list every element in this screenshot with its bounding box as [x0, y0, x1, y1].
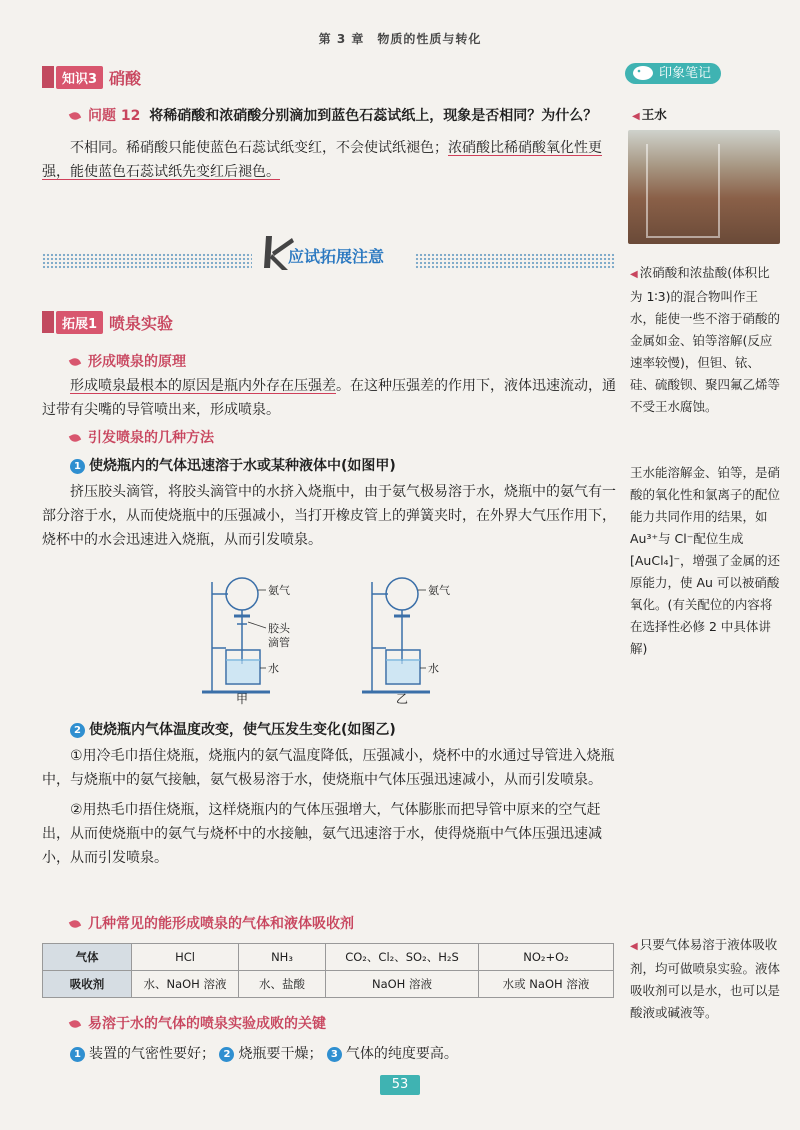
- key-head: 易溶于水的气体的喷泉实验成败的关键: [88, 1016, 326, 1032]
- methods-head: 引发喷泉的几种方法: [88, 430, 214, 446]
- sidebar-title: 印象笔记: [625, 63, 721, 84]
- table-head: 几种常见的能形成喷泉的气体和液体吸收剂: [70, 912, 354, 936]
- sidebar-note-2: 王水能溶解金、铂等，是硝酸的氧化性和氯离子的配位能力共同作用的结果，如 Au³⁺与 Cl⁻配位生成[AuCl₄]⁻，增强了金属的还原能力，使 Au 可以被硝酸氧化。(有关配位的内容将在选择性必修 2 中具体讲解): [630, 465, 781, 656]
- number-circle: 2: [219, 1047, 234, 1062]
- answer-plain: 不相同。稀硝酸只能使蓝色石蕊试纸变红，不会使试纸褪色；: [70, 140, 448, 156]
- leaf-icon: [69, 1018, 81, 1029]
- key-item: 烧瓶要干燥；: [238, 1046, 323, 1062]
- fountain-figure: [200, 572, 480, 707]
- sidebar-header: [625, 62, 721, 81]
- label-water-a: 水: [268, 662, 279, 675]
- question-block: [42, 104, 618, 184]
- banner-dots-right: [415, 253, 615, 269]
- banner: [258, 234, 408, 274]
- aqua-regia-photo: [628, 130, 780, 244]
- method1-text: 挤压胶头滴管，将胶头滴管中的水挤入烧瓶中，由于氨气极易溶于水，烧瓶中的氨气有一部分溶于水，从而使烧瓶中的压强减小，当打开橡皮管上的弹簧夹时，在外界大气压作用下，烧杯中的水会迅速进入烧瓶，从而引发喷泉。: [42, 484, 616, 548]
- answer-underlined: 浓硝酸比稀硝酸氧化性更强，能使蓝色石蕊试纸先变红后褪色。: [42, 140, 602, 180]
- label-dropper-2: 滴管: [268, 636, 290, 649]
- section-title: 喷泉实验: [109, 313, 174, 333]
- method2-para2: ②用热毛巾捂住烧瓶，这样烧瓶内的气体压强增大，气体膨胀而把导管中原来的空气赶出，从而使烧瓶中的氨气与烧杯中的水接触，氨气迅速溶于水，使得烧瓶中气体压强迅速减小，从而引发喷泉。: [42, 802, 602, 866]
- banner-dots-left: [42, 253, 252, 269]
- number-circle: 3: [327, 1047, 342, 1062]
- key-item: 气体的纯度要高。: [345, 1046, 458, 1062]
- leaf-icon: [69, 356, 81, 367]
- banner-title: 应试拓展注意: [288, 247, 385, 266]
- method2-title: 使烧瓶内气体温度改变，使气压发生变化(如图乙): [89, 722, 396, 738]
- chapter-header: 第 3 章 物质的性质与转化: [318, 32, 482, 46]
- principle-block: [42, 350, 618, 552]
- caption-b: 乙: [396, 692, 409, 706]
- sidebar-note-3: ◀ 只要气体易溶于液体吸收剂，均可做喷泉实验。液体吸收剂可以是水，也可以是酸液或碱液等。: [630, 937, 781, 1020]
- table-row: 吸收剂 水、NaOH 溶液 水、盐酸 NaOH 溶液 水或 NaOH 溶液: [43, 971, 614, 998]
- leaf-icon: [69, 110, 81, 121]
- absorbent-table: [42, 943, 614, 998]
- section-title: 硝酸: [109, 68, 142, 88]
- key-item: 装置的气密性要好；: [89, 1046, 215, 1062]
- section-tag-nitric-acid: [42, 66, 141, 88]
- method2-block: [42, 718, 618, 870]
- key-block: [42, 1012, 618, 1066]
- leaf-icon: [69, 918, 81, 929]
- table-row: 气体 HCl NH₃ CO₂、Cl₂、SO₂、H₂S NO₂+O₂: [43, 944, 614, 971]
- method2-para1: ①用冷毛巾捂住烧瓶，烧瓶内的氨气温度降低，压强减小，烧杯中的水通过导管进入烧瓶中，与烧瓶中的氨气接触，氨气极易溶于水，使烧瓶中气体压强迅速减小，从而引发喷泉。: [42, 748, 615, 788]
- label-ammonia-b: 氨气: [428, 584, 450, 597]
- method1-title: 使烧瓶内的气体迅速溶于水或某种液体中(如图甲): [89, 458, 396, 474]
- principle-head: 形成喷泉的原理: [88, 354, 186, 370]
- principle-rest: 。在这种压强差的作用下，液体迅速流动，通过带有尖嘴的导管喷出来，形成喷泉。: [42, 378, 616, 418]
- label-water-b: 水: [428, 662, 439, 675]
- elephant-icon: [631, 64, 657, 82]
- question-text: 将稀硝酸和浓硝酸分别滴加到蓝色石蕊试纸上，现象是否相同？为什么？: [149, 108, 598, 124]
- number-circle: 1: [70, 1047, 85, 1062]
- photo-label: ◀ 王水: [632, 107, 667, 122]
- label-dropper-1: 胶头: [268, 622, 290, 635]
- section-tag-fountain: [42, 311, 173, 333]
- question-label: 问题 12: [88, 108, 141, 124]
- number-circle: 1: [70, 459, 85, 474]
- section-tag-label: 知识3: [56, 66, 103, 89]
- sidebar-note-1: ◀ 浓硝酸和浓盐酸(体积比为 1∶3)的混合物叫作王水，能使一些不溶于硝酸的金属如金、铂等溶解(反应速率较慢)，但钽、铱、硅、硫酸钡、聚四氟乙烯等不受王水腐蚀。: [630, 265, 781, 414]
- number-circle: 2: [70, 723, 85, 738]
- section-tag-label: 拓展1: [56, 311, 103, 334]
- label-ammonia-a: 氨气: [268, 584, 290, 597]
- principle-underlined: 形成喷泉最根本的原因是瓶内外存在压强差: [70, 378, 336, 394]
- leaf-icon: [69, 432, 81, 443]
- caption-a: 甲: [236, 692, 249, 706]
- page-number: 53: [380, 1075, 420, 1095]
